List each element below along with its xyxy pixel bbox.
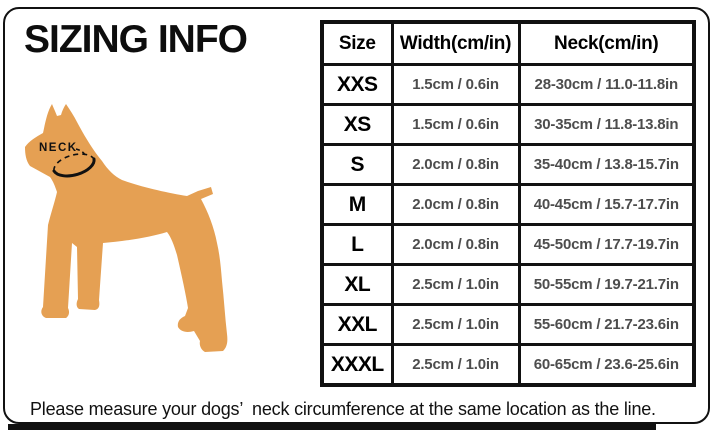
neck-cell: 60-65cm / 23.6-25.6in — [519, 345, 694, 386]
table-row — [322, 305, 694, 345]
width-cell: 2.0cm / 0.8in — [392, 185, 519, 225]
table-row — [322, 265, 694, 305]
page-title: SIZING INFO — [24, 18, 247, 61]
neck-cell: 30-35cm / 11.8-13.8in — [519, 105, 694, 145]
width-cell: 2.0cm / 0.8in — [392, 145, 519, 185]
header-width: Width(cm/in) — [392, 22, 519, 65]
neck-cell: 50-55cm / 19.7-21.7in — [519, 265, 694, 305]
table-header-row — [322, 22, 694, 65]
size-cell: M — [322, 185, 392, 225]
size-cell: XXL — [322, 305, 392, 345]
size-cell: XS — [322, 105, 392, 145]
width-cell: 1.5cm / 0.6in — [392, 105, 519, 145]
header-neck: Neck(cm/in) — [519, 22, 694, 65]
table-row — [322, 105, 694, 145]
width-cell: 2.5cm / 1.0in — [392, 265, 519, 305]
size-cell: XXXL — [322, 345, 392, 386]
neck-cell: 45-50cm / 17.7-19.7in — [519, 225, 694, 265]
size-cell: S — [322, 145, 392, 185]
dog-illustration — [15, 95, 245, 395]
bottom-divider-bar — [8, 424, 656, 430]
neck-cell: 35-40cm / 13.8-15.7in — [519, 145, 694, 185]
width-cell: 1.5cm / 0.6in — [392, 65, 519, 105]
neck-cell: 55-60cm / 21.7-23.6in — [519, 305, 694, 345]
neck-label: NECK — [39, 142, 78, 154]
sizing-table — [320, 20, 696, 387]
neck-cell: 28-30cm / 11.0-11.8in — [519, 65, 694, 105]
table-row — [322, 185, 694, 225]
width-cell: 2.0cm / 0.8in — [392, 225, 519, 265]
width-cell: 2.5cm / 1.0in — [392, 345, 519, 386]
size-cell: L — [322, 225, 392, 265]
neck-cell: 40-45cm / 15.7-17.7in — [519, 185, 694, 225]
measure-instruction: Please measure your dogs’ neck circumference at the same location as the line. — [30, 399, 656, 419]
size-cell: XL — [322, 265, 392, 305]
width-cell: 2.5cm / 1.0in — [392, 305, 519, 345]
table-row — [322, 65, 694, 105]
header-size: Size — [322, 22, 392, 65]
table-row — [322, 225, 694, 265]
table-row — [322, 145, 694, 185]
table-row — [322, 345, 694, 386]
size-cell: XXS — [322, 65, 392, 105]
